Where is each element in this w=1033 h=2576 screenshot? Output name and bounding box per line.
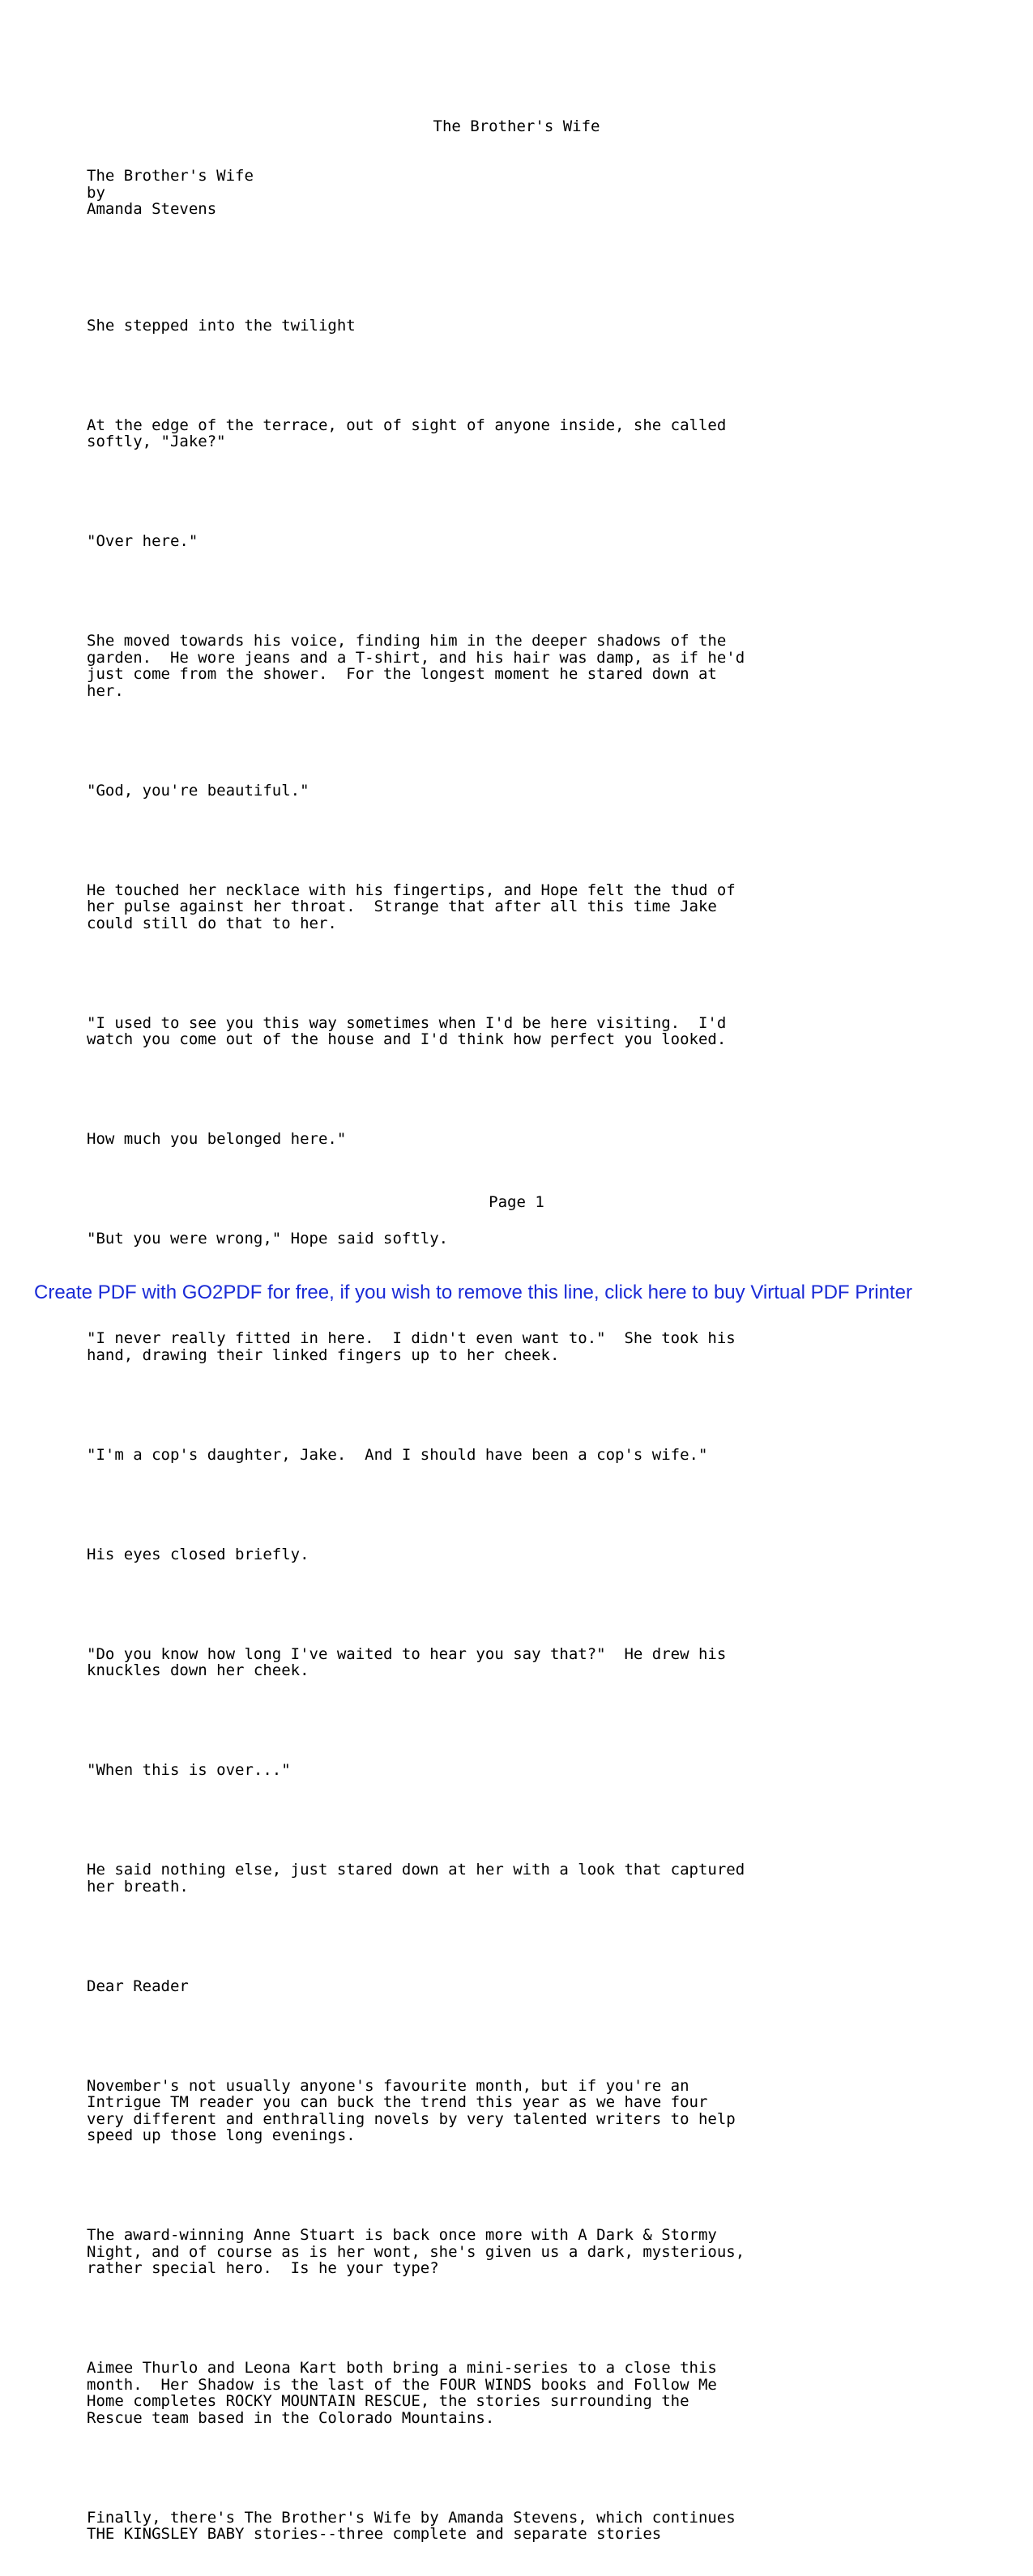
- paragraph-gap: [87, 1596, 945, 1613]
- page-number: Page 1: [489, 1193, 544, 1211]
- paragraph: "I used to see you this way sometimes when I'd be here visiting. I'd watch you come out of the house and I'd think how perfect you looked.: [87, 1013, 727, 1048]
- document-body: [87, 134, 945, 2576]
- paragraph-gap: [87, 1397, 945, 1414]
- paragraph: He said nothing else, just stared down at her with a look that captured her breath.: [87, 1861, 745, 1896]
- paragraph-gap: [87, 583, 945, 600]
- paragraph: He touched her necklace with his fingertips, and Hope felt the thud of her pulse against her throat. Strange that after all this time Jake could still do that to her.: [87, 881, 736, 932]
- paragraph: "I never really fitted in here. I didn't even want to." She took his hand, drawing their linked fingers up to her cheek.: [87, 1329, 736, 1364]
- paragraph: The award-winning Anne Stuart is back once more with A Dark & Stormy Night, and of course as is her wont, she's given us a dark, mysterious, rather special hero. Is he your type?: [87, 2226, 745, 2277]
- paragraph-gap: [87, 2310, 945, 2327]
- paragraph: Finally, there's The Brother's Wife by Amanda Stevens, which continues THE KINGSLEY BABY stories--three complete and separate stories: [87, 2508, 736, 2543]
- paragraph-gap: [87, 2177, 945, 2194]
- paragraph: November's not usually anyone's favourite month, but if you're an Intrigue TM reader you can buck the trend this year as we have four very different and enthralling novels by very talented writers to help speed up those long evenings.: [87, 2076, 736, 2144]
- paragraph-gap: [87, 832, 945, 849]
- paragraph-gap: [87, 965, 945, 982]
- buy-virtual-pdf-printer-link[interactable]: Create PDF with GO2PDF for free, if you wish to remove this line, click here to buy Virtual PDF Printer: [34, 1282, 912, 1303]
- title-block: The Brother's Wife by Amanda Stevens: [87, 167, 254, 218]
- paragraph: "I'm a cop's daughter, Jake. And I should have been a cop's wife.": [87, 1445, 708, 1464]
- paragraph-gap: [87, 2459, 945, 2476]
- paragraph: At the edge of the terrace, out of sight of anyone inside, she called softly, "Jake?": [87, 416, 727, 450]
- paragraph-gap: [87, 2028, 945, 2045]
- blank-line: [87, 251, 945, 284]
- paragraph-gap: [87, 1712, 945, 1729]
- paragraph: "But you were wrong," Hope said softly.: [87, 1230, 449, 1247]
- paragraph-gap: [87, 1812, 945, 1829]
- paragraph-gap: [87, 1081, 945, 1098]
- running-header: The Brother's Wife: [433, 117, 600, 135]
- paragraph: "Over here.": [87, 532, 198, 550]
- paragraph: "Do you know how long I've waited to hear you say that?" He drew his knuckles down her cheek.: [87, 1644, 727, 1679]
- paragraph-gap: [87, 484, 945, 501]
- paragraph: How much you belonged here.": [87, 1130, 347, 1148]
- paragraph: She moved towards his voice, finding him in the deeper shadows of the garden. He wore jeans and a T-shirt, and his hair was damp, as if he'd just come from the shower. For the longest moment he stared down at her.: [87, 632, 745, 700]
- paragraph: "God, you're beautiful.": [87, 781, 309, 800]
- paragraph: Aimee Thurlo and Leona Kart both bring a mini-series to a close this month. Her Shadow is the last of the FOUR WINDS books and Follow Me Home completes ROCKY MOUNTAIN RESCUE, the stories surrounding the Rescue team based in the Colorado Mountains.: [87, 2359, 717, 2427]
- section-heading-dear-reader: Dear Reader: [87, 1977, 189, 1995]
- paragraph-gap: [87, 367, 945, 384]
- paragraph: "When this is over...": [87, 1761, 291, 1779]
- paragraph-gap: [87, 732, 945, 749]
- paragraph: His eyes closed briefly.: [87, 1545, 309, 1563]
- paragraph: She stepped into the twilight: [87, 316, 356, 335]
- paragraph-gap: [87, 1928, 945, 1945]
- paragraph-gap: [87, 1496, 945, 1513]
